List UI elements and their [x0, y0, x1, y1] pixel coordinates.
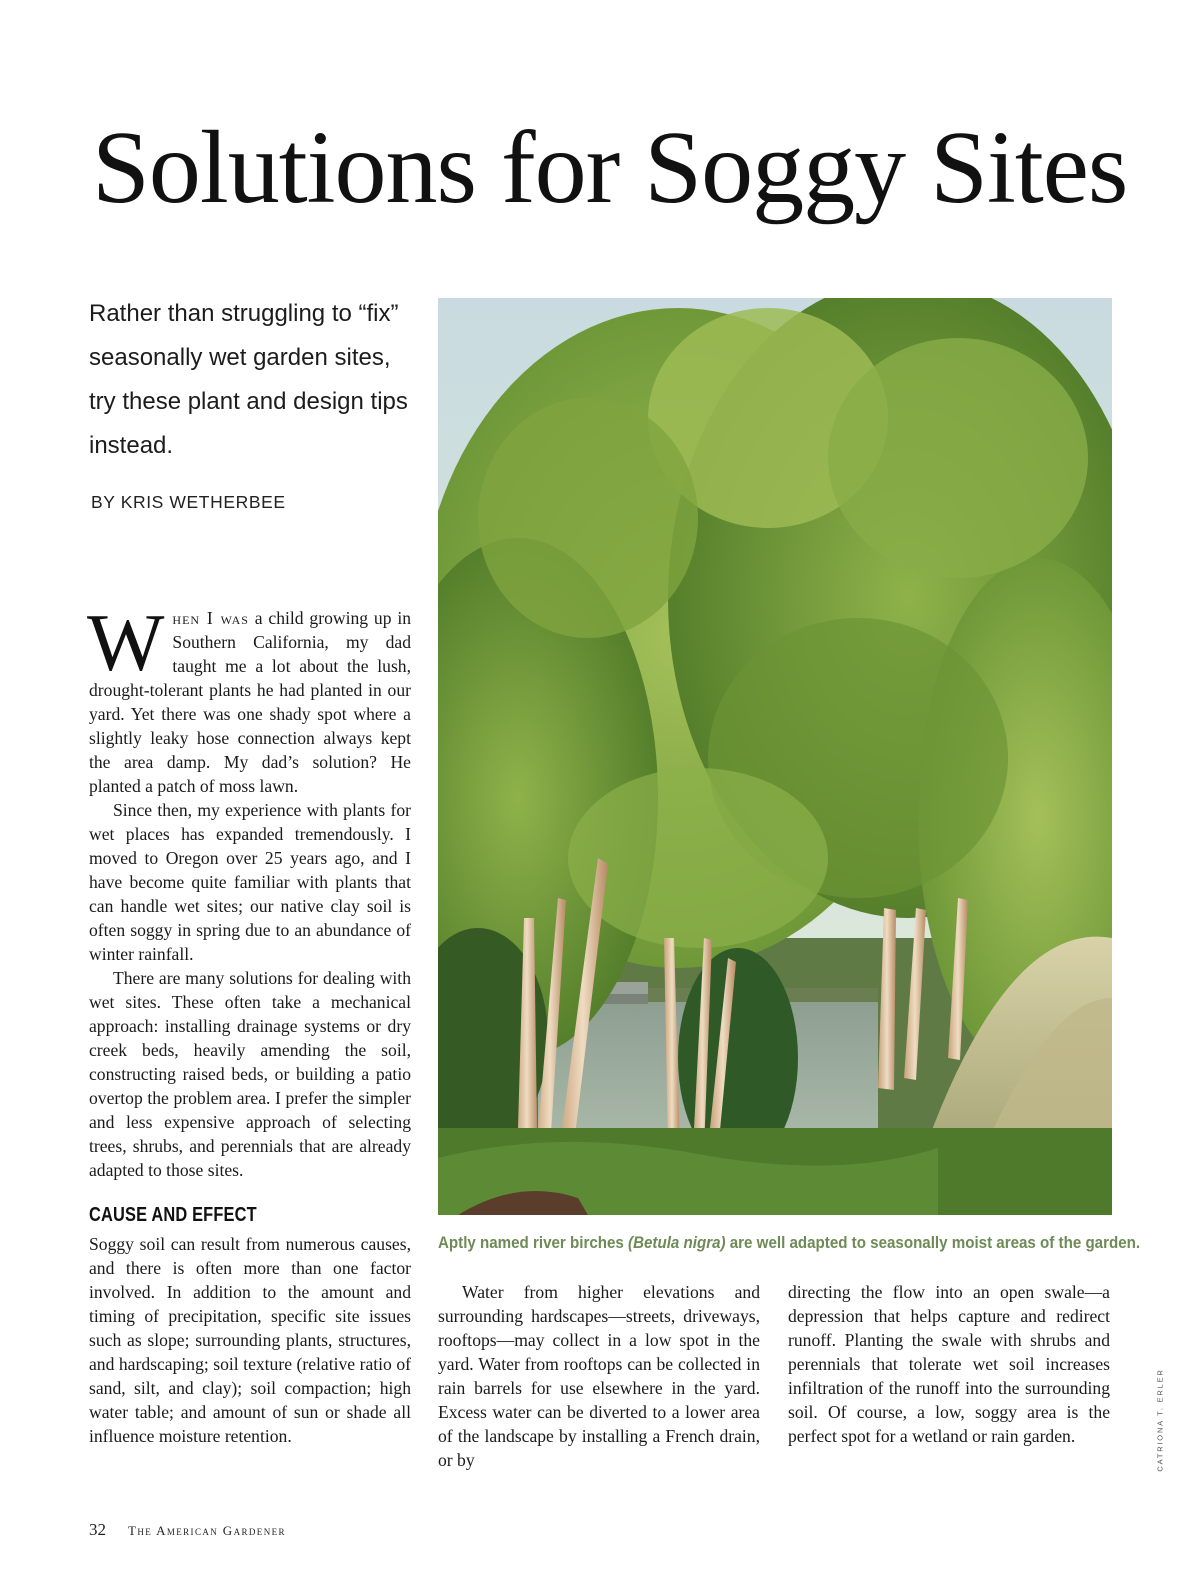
intro-paragraph-3: There are many solutions for dealing with wet sites. These often take a mechanical approach: installing drainage systems or dry creek beds, heavily amending the soil, constructing raised beds, or building a patio overtop the problem area. I prefer the simpler and less expensive approach of selecting trees, shrubs, and perennials that are already adapted to those sites.	[89, 968, 411, 1180]
article-title: Solutions for Soggy Sites	[92, 110, 1128, 225]
intro-column	[87, 597, 412, 1182]
section-column-1	[89, 1232, 411, 1448]
photo-credit: CATRIONA T. ERLER	[1155, 1368, 1165, 1472]
section-paragraph-1: Soggy soil can result from numerous causes, and there is often more than one factor involved. In addition to the amount and timing of precipitation, specific site issues such as slope; surrounding plants, structures, and hardscaping; soil texture (relative ratio of sand, silt, and clay); soil compaction; high water table; and amount of sun or shade all influence moisture retention.	[89, 1234, 411, 1446]
caption-botanical-name: (Betula nigra)	[628, 1233, 726, 1252]
magazine-name: The American Gardener	[128, 1523, 286, 1538]
drop-cap: W	[87, 597, 165, 688]
river-birch-photo	[438, 298, 1112, 1215]
section-heading: CAUSE AND EFFECT	[89, 1204, 257, 1226]
photo-caption	[438, 1233, 1141, 1253]
caption-text-end: are well adapted to seasonally moist areas of the garden.	[725, 1233, 1141, 1252]
section-column-2	[438, 1280, 760, 1472]
section-column-3	[788, 1280, 1110, 1448]
article-deck: Rather than struggling to “fix” seasonally wet garden sites, try these plant and design tips instead.	[89, 300, 408, 459]
intro-paragraph-1-text: a child growing up in Southern California, my dad taught me a lot about the lush, drought-tolerant plants he had planted in our yard. Yet there was one shady spot where a slightly leaky hose connection always kept the area damp. My dad’s solution? He planted a patch of moss lawn.	[89, 608, 412, 796]
river-birch-image	[438, 298, 1112, 1215]
lead-in: hen I was	[172, 608, 249, 628]
intro-paragraph-2: Since then, my experience with plants for wet places has expanded tremendously. I moved to Oregon over 25 years ago, and I have become quite familiar with plants that can handle wet sites; our native clay soil is often soggy in spring due to an abundance of winter rainfall.	[89, 800, 411, 964]
intro-paragraph-1	[87, 597, 412, 798]
caption-text: Aptly named river birches	[438, 1233, 629, 1252]
byline: BY KRIS WETHERBEE	[91, 492, 286, 512]
section-paragraph-3: directing the flow into an open swale—a depression that helps capture and redirect runoff. Planting the swale with shrubs and perennials that tolerate wet soil increases infiltration of the runoff into the surrounding soil. Of course, a low, soggy area is the perfect spot for a wetland or rain garden.	[788, 1282, 1110, 1446]
page-number: 32	[89, 1520, 106, 1539]
section-paragraph-2: Water from higher elevations and surrounding hardscapes—streets, driveways, rooftops—may collect in a low spot in the yard. Water from rooftops can be collected in rain barrels for use elsewhere in the yard. Excess water can be diverted to a lower area of the landscape by installing a French drain, or by	[438, 1282, 760, 1470]
